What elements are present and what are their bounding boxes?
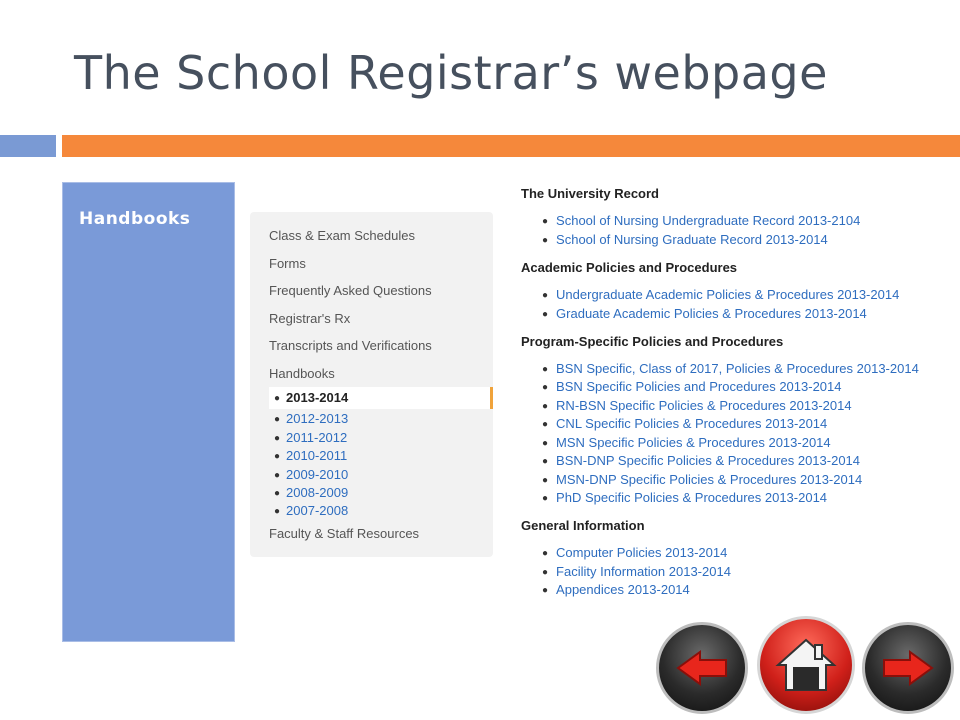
- record-link[interactable]: [542, 213, 860, 228]
- nav-item-forms[interactable]: Forms: [269, 256, 306, 271]
- record-link[interactable]: [542, 379, 842, 394]
- accent-bar-orange: [62, 135, 960, 157]
- handbook-year-link[interactable]: [274, 503, 348, 518]
- record-link[interactable]: [542, 582, 690, 597]
- registrar-nav-menu: [250, 212, 493, 557]
- record-link[interactable]: [542, 490, 827, 505]
- record-link-label: Facility Information 2013-2014: [556, 564, 731, 579]
- nav-item-faq[interactable]: Frequently Asked Questions: [269, 283, 432, 298]
- record-link-label: CNL Specific Policies & Procedures 2013-2014: [556, 416, 828, 431]
- bullet-icon: ●: [274, 451, 281, 462]
- bullet-icon: ●: [542, 419, 549, 430]
- record-link-label: RN-BSN Specific Policies & Procedures 2013-2014: [556, 398, 852, 413]
- handbook-year-link[interactable]: [274, 430, 347, 445]
- handbook-year-label: 2011-2012: [286, 430, 348, 445]
- record-link-label: BSN-DNP Specific Policies & Procedures 2013-2014: [556, 453, 861, 468]
- nav-item-class-exam-schedules[interactable]: Class & Exam Schedules: [269, 228, 415, 243]
- slide-title: The School Registrar’s webpage: [74, 46, 828, 100]
- handbook-year-link[interactable]: [274, 448, 347, 463]
- handbook-year-link[interactable]: [274, 485, 348, 500]
- bullet-icon: ●: [542, 493, 549, 504]
- bullet-icon: ●: [542, 475, 549, 486]
- handbook-year-label: 2008-2009: [286, 485, 349, 500]
- bullet-icon: ●: [274, 506, 281, 517]
- bullet-icon: ●: [542, 438, 549, 449]
- record-link[interactable]: [542, 564, 731, 579]
- bullet-icon: ●: [274, 414, 281, 425]
- handbook-year-active[interactable]: [269, 387, 493, 409]
- handbook-year-active-label: 2013-2014: [286, 390, 349, 405]
- record-link[interactable]: [542, 435, 831, 450]
- record-link[interactable]: [542, 472, 862, 487]
- handbook-year-link[interactable]: [274, 467, 348, 482]
- section-heading-university-record: The University Record: [521, 186, 659, 201]
- bullet-icon: ●: [274, 470, 281, 481]
- record-link-label: Graduate Academic Policies & Procedures 2013-2014: [556, 306, 867, 321]
- handbook-year-label: 2010-2011: [286, 448, 348, 463]
- record-link-label: Computer Policies 2013-2014: [556, 545, 728, 560]
- section-heading-general-information: General Information: [521, 518, 645, 533]
- section-heading-program-specific: Program-Specific Policies and Procedures: [521, 334, 784, 349]
- record-link[interactable]: [542, 361, 919, 376]
- section-heading-academic-policies: Academic Policies and Procedures: [521, 260, 738, 275]
- accent-bar-blue: [0, 135, 56, 157]
- bullet-icon: ●: [542, 309, 549, 320]
- bullet-icon: ●: [542, 456, 549, 467]
- nav-item-handbooks[interactable]: Handbooks: [269, 366, 335, 381]
- handbooks-label: Handbooks: [79, 209, 191, 229]
- nav-item-faculty-staff[interactable]: Faculty & Staff Resources: [269, 526, 420, 541]
- record-link-label: School of Nursing Undergraduate Record 2013-2104: [556, 213, 861, 228]
- record-link[interactable]: [542, 232, 828, 247]
- record-link-label: PhD Specific Policies & Procedures 2013-2014: [556, 490, 828, 505]
- arrow-left-icon: [674, 648, 730, 688]
- handbook-year-label: 2007-2008: [286, 503, 349, 518]
- record-link-label: MSN-DNP Specific Policies & Procedures 2013-2014: [556, 472, 863, 487]
- record-link-label: Undergraduate Academic Policies & Procedures 2013-2014: [556, 287, 900, 302]
- bullet-icon: ●: [542, 548, 549, 559]
- record-link-label: School of Nursing Graduate Record 2013-2014: [556, 232, 828, 247]
- nav-item-registrars-rx[interactable]: Registrar's Rx: [269, 311, 351, 326]
- bullet-icon: ●: [542, 364, 549, 375]
- handbooks-panel: [62, 182, 235, 642]
- record-link-label: BSN Specific, Class of 2017, Policies & Procedures 2013-2014: [556, 361, 919, 376]
- bullet-icon: ●: [274, 433, 281, 444]
- bullet-icon: ●: [542, 382, 549, 393]
- previous-slide-button[interactable]: [656, 622, 748, 714]
- record-link-label: Appendices 2013-2014: [556, 582, 690, 597]
- bullet-icon: ●: [274, 393, 281, 404]
- next-slide-button[interactable]: [862, 622, 954, 714]
- handbook-year-label: 2012-2013: [286, 411, 349, 426]
- home-icon: [775, 637, 837, 693]
- bullet-icon: ●: [542, 401, 549, 412]
- bullet-icon: ●: [542, 235, 549, 246]
- home-button[interactable]: [757, 616, 855, 714]
- record-link[interactable]: [542, 545, 727, 560]
- record-link[interactable]: [542, 398, 852, 413]
- handbook-year-link[interactable]: [274, 411, 348, 426]
- nav-item-transcripts[interactable]: Transcripts and Verifications: [269, 338, 432, 353]
- record-link-label: MSN Specific Policies & Procedures 2013-2014: [556, 435, 831, 450]
- bullet-icon: ●: [542, 585, 549, 596]
- bullet-icon: ●: [542, 216, 549, 227]
- record-link[interactable]: [542, 416, 827, 431]
- bullet-icon: ●: [542, 567, 549, 578]
- record-link[interactable]: [542, 306, 867, 321]
- bullet-icon: ●: [274, 488, 281, 499]
- arrow-right-icon: [880, 648, 936, 688]
- handbook-year-label: 2009-2010: [286, 467, 349, 482]
- record-link[interactable]: [542, 453, 860, 468]
- bullet-icon: ●: [542, 290, 549, 301]
- record-link[interactable]: [542, 287, 899, 302]
- record-link-label: BSN Specific Policies and Procedures 2013-2014: [556, 379, 842, 394]
